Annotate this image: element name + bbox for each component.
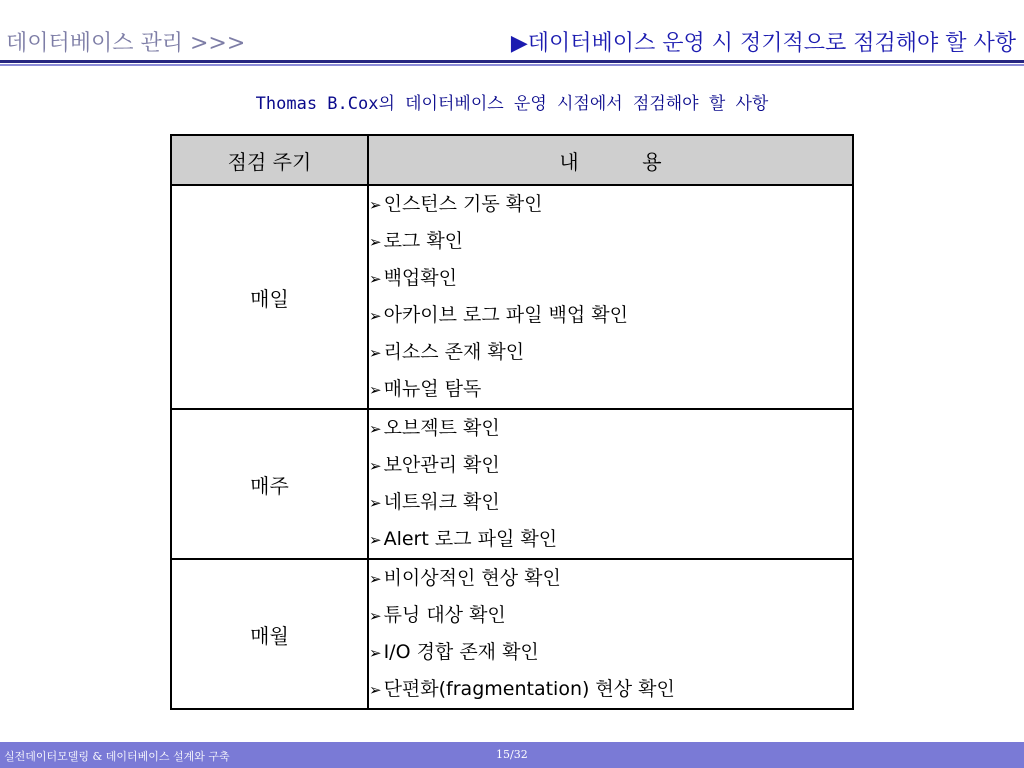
items-cell bbox=[368, 559, 853, 709]
check-item bbox=[369, 260, 852, 297]
check-item-list bbox=[369, 186, 852, 408]
check-item bbox=[369, 671, 852, 708]
check-item bbox=[369, 521, 852, 558]
breadcrumb: 데이터베이스 관리 >>> bbox=[6, 31, 246, 56]
check-item bbox=[369, 597, 852, 634]
arrow-bullet-icon: ➢ bbox=[369, 270, 382, 288]
check-item bbox=[369, 371, 852, 408]
check-item-text: 리소스 존재 확인 bbox=[383, 341, 525, 363]
items-cell bbox=[368, 185, 853, 409]
arrow-bullet-icon: ➢ bbox=[369, 196, 382, 214]
check-item-text: 매뉴얼 탐독 bbox=[383, 378, 482, 400]
period-cell: 매주 bbox=[171, 409, 368, 559]
table-body bbox=[171, 185, 853, 709]
check-item-text: 네트워크 확인 bbox=[383, 491, 500, 513]
check-item-list bbox=[369, 560, 852, 708]
check-item bbox=[369, 560, 852, 597]
check-item-text: 단편화(fragmentation) 현상 확인 bbox=[383, 678, 675, 700]
period-cell: 매일 bbox=[171, 185, 368, 409]
header-divider bbox=[0, 60, 1024, 63]
arrow-bullet-icon: ➢ bbox=[369, 457, 382, 475]
header-divider-secondary bbox=[0, 64, 1024, 66]
check-item-text: Alert 로그 파일 확인 bbox=[383, 528, 558, 550]
arrow-bullet-icon: ➢ bbox=[369, 681, 382, 699]
arrow-bullet-icon: ➢ bbox=[369, 420, 382, 438]
check-item-text: 인스턴스 기동 확인 bbox=[383, 193, 543, 215]
check-item bbox=[369, 297, 852, 334]
check-item-text: 비이상적인 현상 확인 bbox=[383, 567, 561, 589]
footer-course-title: 실전데이터모델링 & 데이터베이스 설계와 구축 bbox=[4, 750, 230, 763]
check-item-text: 보안관리 확인 bbox=[383, 454, 500, 476]
check-item bbox=[369, 484, 852, 521]
table-row bbox=[171, 409, 853, 559]
arrow-bullet-icon: ➢ bbox=[369, 531, 382, 549]
period-column-header: 점검 주기 bbox=[171, 135, 368, 185]
table-row bbox=[171, 559, 853, 709]
page-number: 15/32 bbox=[496, 748, 528, 761]
arrow-bullet-icon: ➢ bbox=[369, 381, 382, 399]
check-item bbox=[369, 334, 852, 371]
check-item-text: 오브젝트 확인 bbox=[383, 417, 500, 439]
check-item bbox=[369, 410, 852, 447]
check-item-text: I/O 경합 존재 확인 bbox=[383, 641, 539, 663]
section-title: ▶데이터베이스 운영 시 정기적으로 점검해야 할 사항 bbox=[510, 31, 1016, 56]
check-item bbox=[369, 186, 852, 223]
arrow-bullet-icon: ➢ bbox=[369, 570, 382, 588]
content-column-header: 내 용 bbox=[368, 135, 853, 185]
check-item-text: 백업확인 bbox=[383, 267, 457, 289]
items-cell bbox=[368, 409, 853, 559]
arrow-bullet-icon: ➢ bbox=[369, 344, 382, 362]
arrow-bullet-icon: ➢ bbox=[369, 233, 382, 251]
table-header-row bbox=[171, 135, 853, 185]
check-item-list bbox=[369, 410, 852, 558]
arrow-bullet-icon: ➢ bbox=[369, 494, 382, 512]
check-item bbox=[369, 223, 852, 260]
table-row bbox=[171, 185, 853, 409]
footer-bar bbox=[0, 742, 1024, 768]
check-item-text: 로그 확인 bbox=[383, 230, 464, 252]
arrow-bullet-icon: ➢ bbox=[369, 307, 382, 325]
check-item bbox=[369, 634, 852, 671]
arrow-bullet-icon: ➢ bbox=[369, 644, 382, 662]
period-cell: 매월 bbox=[171, 559, 368, 709]
check-item bbox=[369, 447, 852, 484]
slide-subtitle: Thomas B.Cox의 데이터베이스 운영 시점에서 점검해야 할 사항 bbox=[255, 94, 769, 114]
inspection-table bbox=[170, 134, 854, 710]
arrow-bullet-icon: ➢ bbox=[369, 607, 382, 625]
check-item-text: 튜닝 대상 확인 bbox=[383, 604, 506, 626]
check-item-text: 아카이브 로그 파일 백업 확인 bbox=[383, 304, 628, 326]
